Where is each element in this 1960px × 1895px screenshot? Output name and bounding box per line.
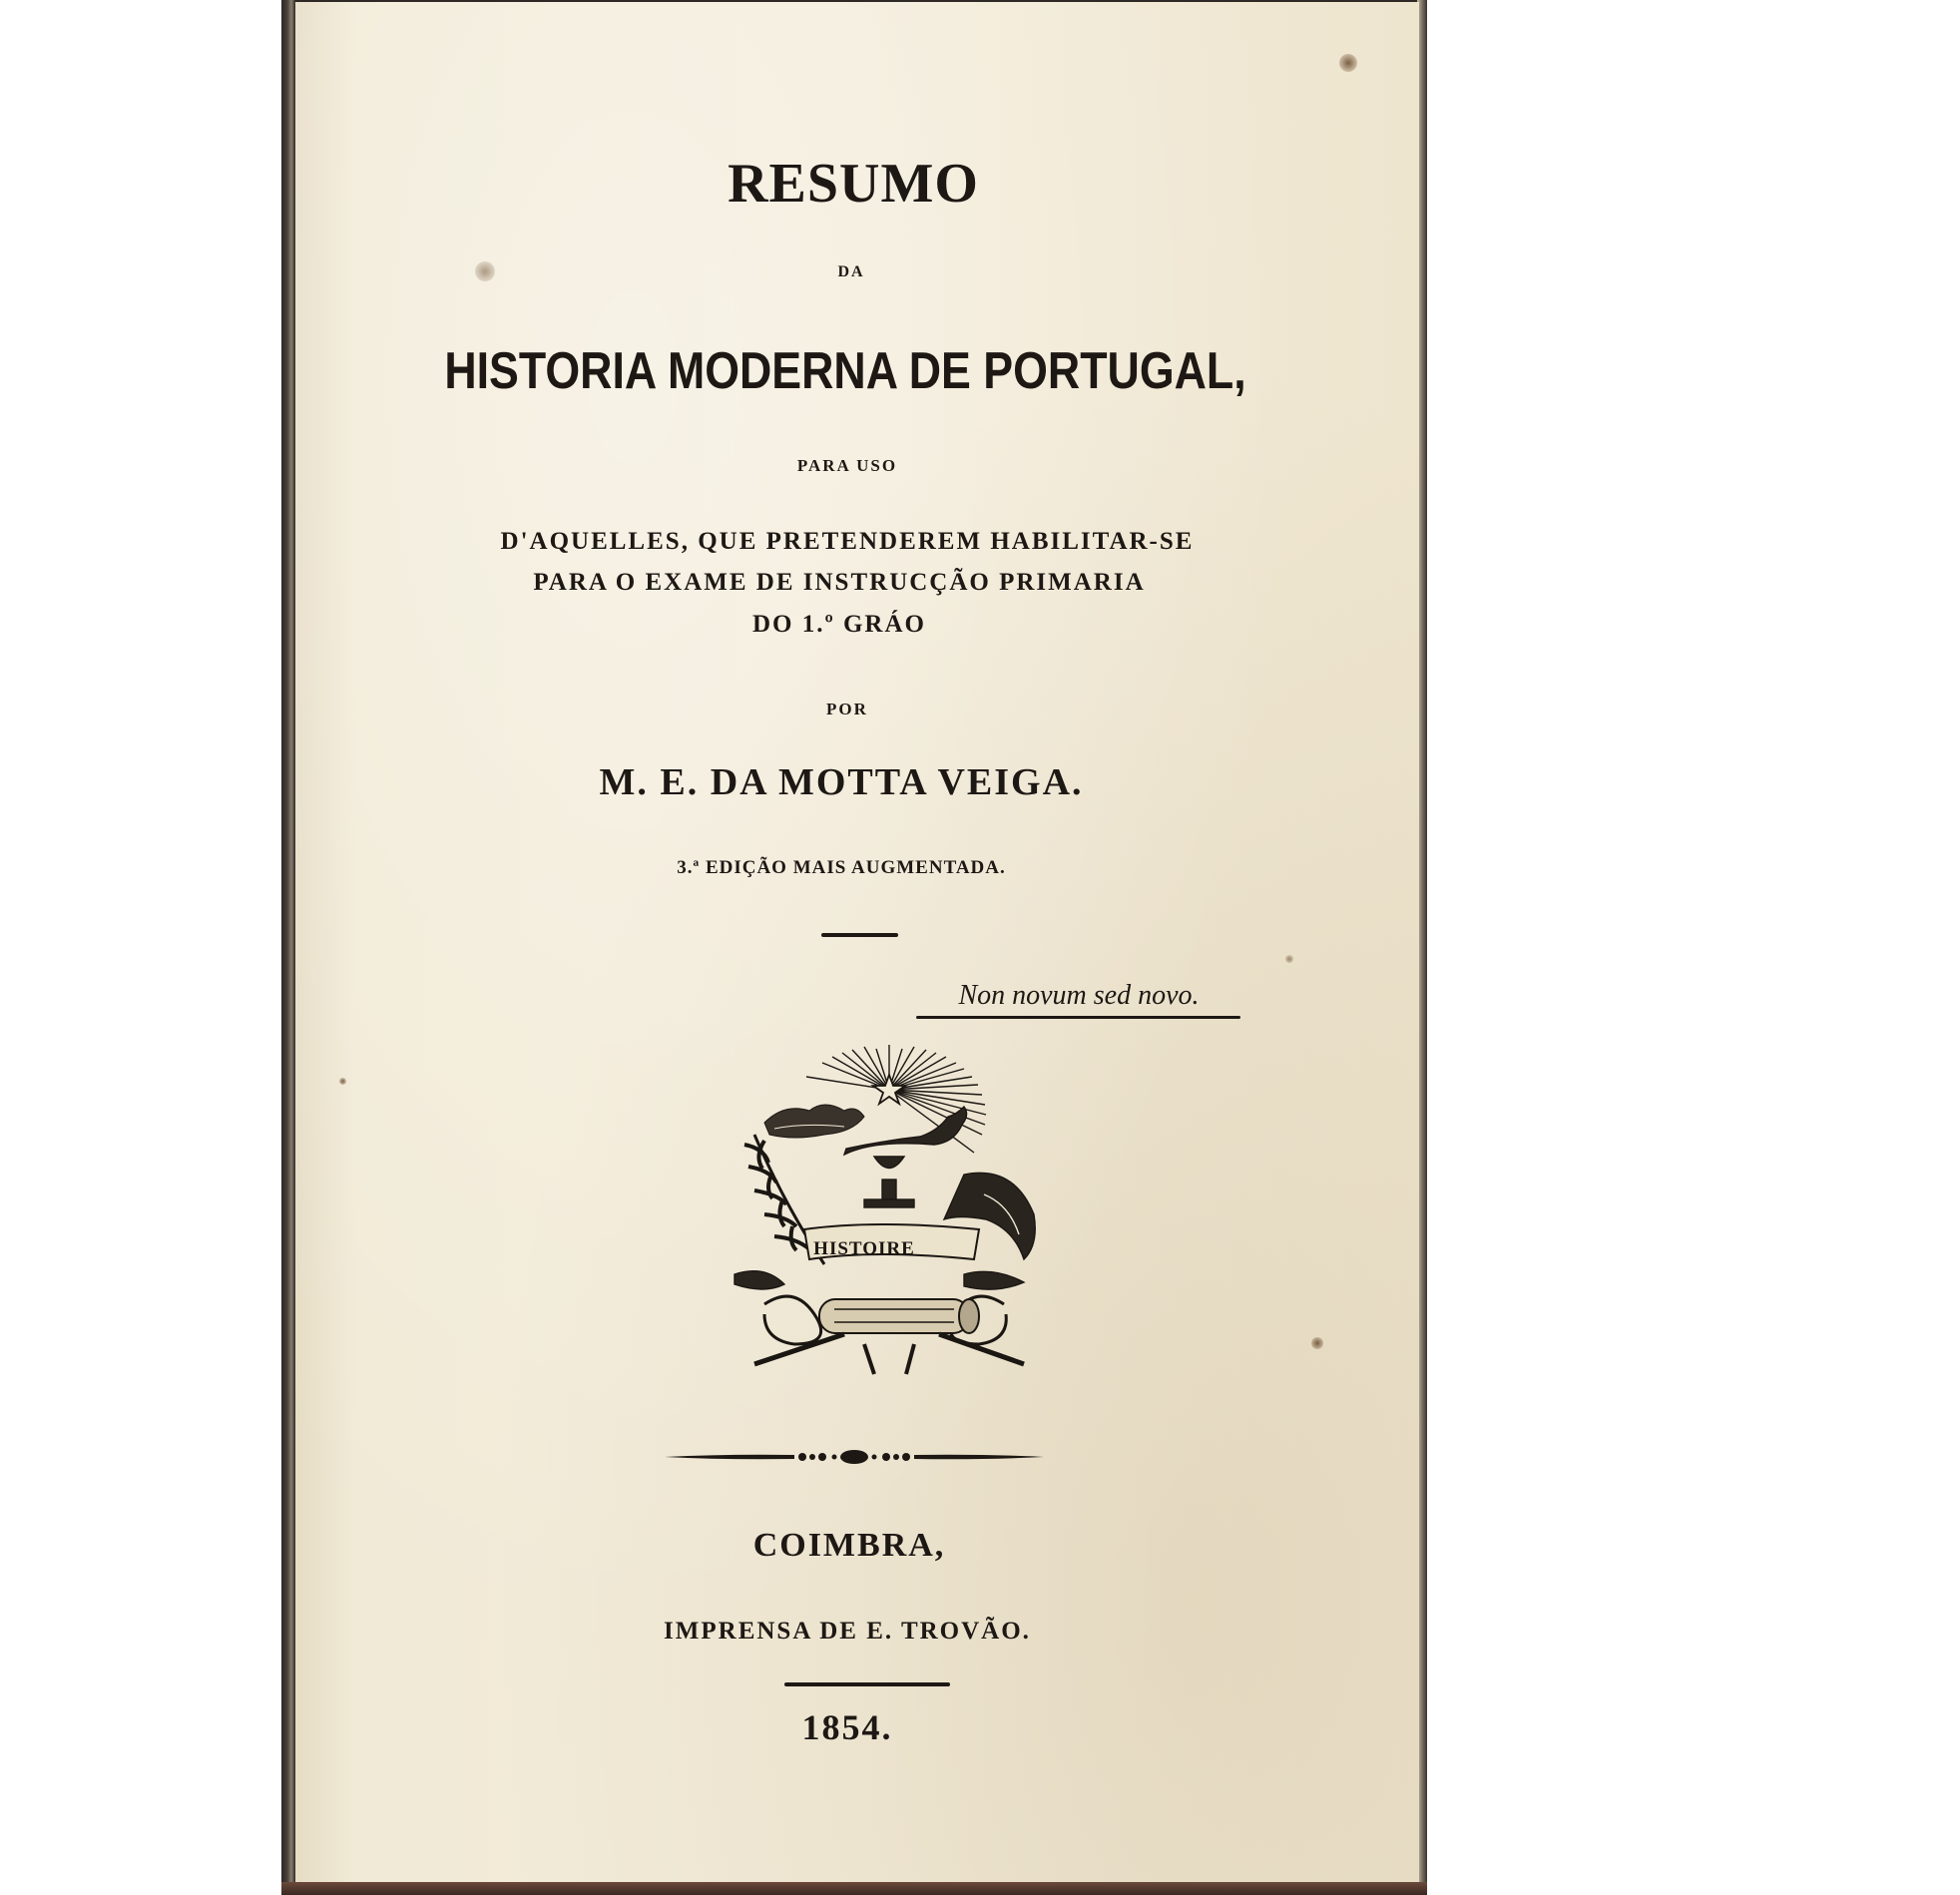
purpose-line: PARA O EXAME DE INSTRUCÇÃO PRIMARIA [533,569,1146,596]
title-page [295,2,1419,1882]
foxing-spot [1285,955,1293,963]
star-icon [873,1075,905,1104]
printer-name: IMPRENSA DE E. TROVÃO. [664,1618,1031,1645]
book-title: RESUMO [728,153,979,215]
scroll-icon [819,1299,979,1333]
book-subtitle: HISTORIA MODERNA DE PORTUGAL, [444,342,1246,400]
by-line-intro: POR [826,700,868,718]
title-connector: DA [837,263,865,280]
divider-rule [821,933,898,937]
divider-rule [784,1682,950,1686]
oil-lamp-icon [844,1107,967,1207]
ornamental-divider-icon [665,1447,1044,1467]
purpose-line: D'AQUELLES, QUE PRETENDEREM HABILITAR-SE [500,528,1195,555]
motto-underline [916,1016,1240,1019]
author-name: M. E. DA MOTTA VEIGA. [599,761,1084,803]
edition-statement: 3.ª EDIÇÃO MAIS AUGMENTADA. [677,857,1006,878]
foxing-spot [1339,54,1357,72]
foxing-spot [1311,1337,1323,1349]
motto: Non novum sed novo. [958,980,1200,1011]
publication-city: COIMBRA, [752,1527,946,1564]
histoire-emblem-icon [725,1045,1054,1379]
publication-year: 1854. [801,1707,893,1747]
vignette-banner-text: HISTOIRE [813,1238,915,1259]
book-bottom-edge [281,1882,1427,1895]
foxing-spot [339,1078,346,1085]
purpose-line: DO 1.º GRÁO [751,611,926,638]
purpose-intro: PARA USO [796,456,898,475]
